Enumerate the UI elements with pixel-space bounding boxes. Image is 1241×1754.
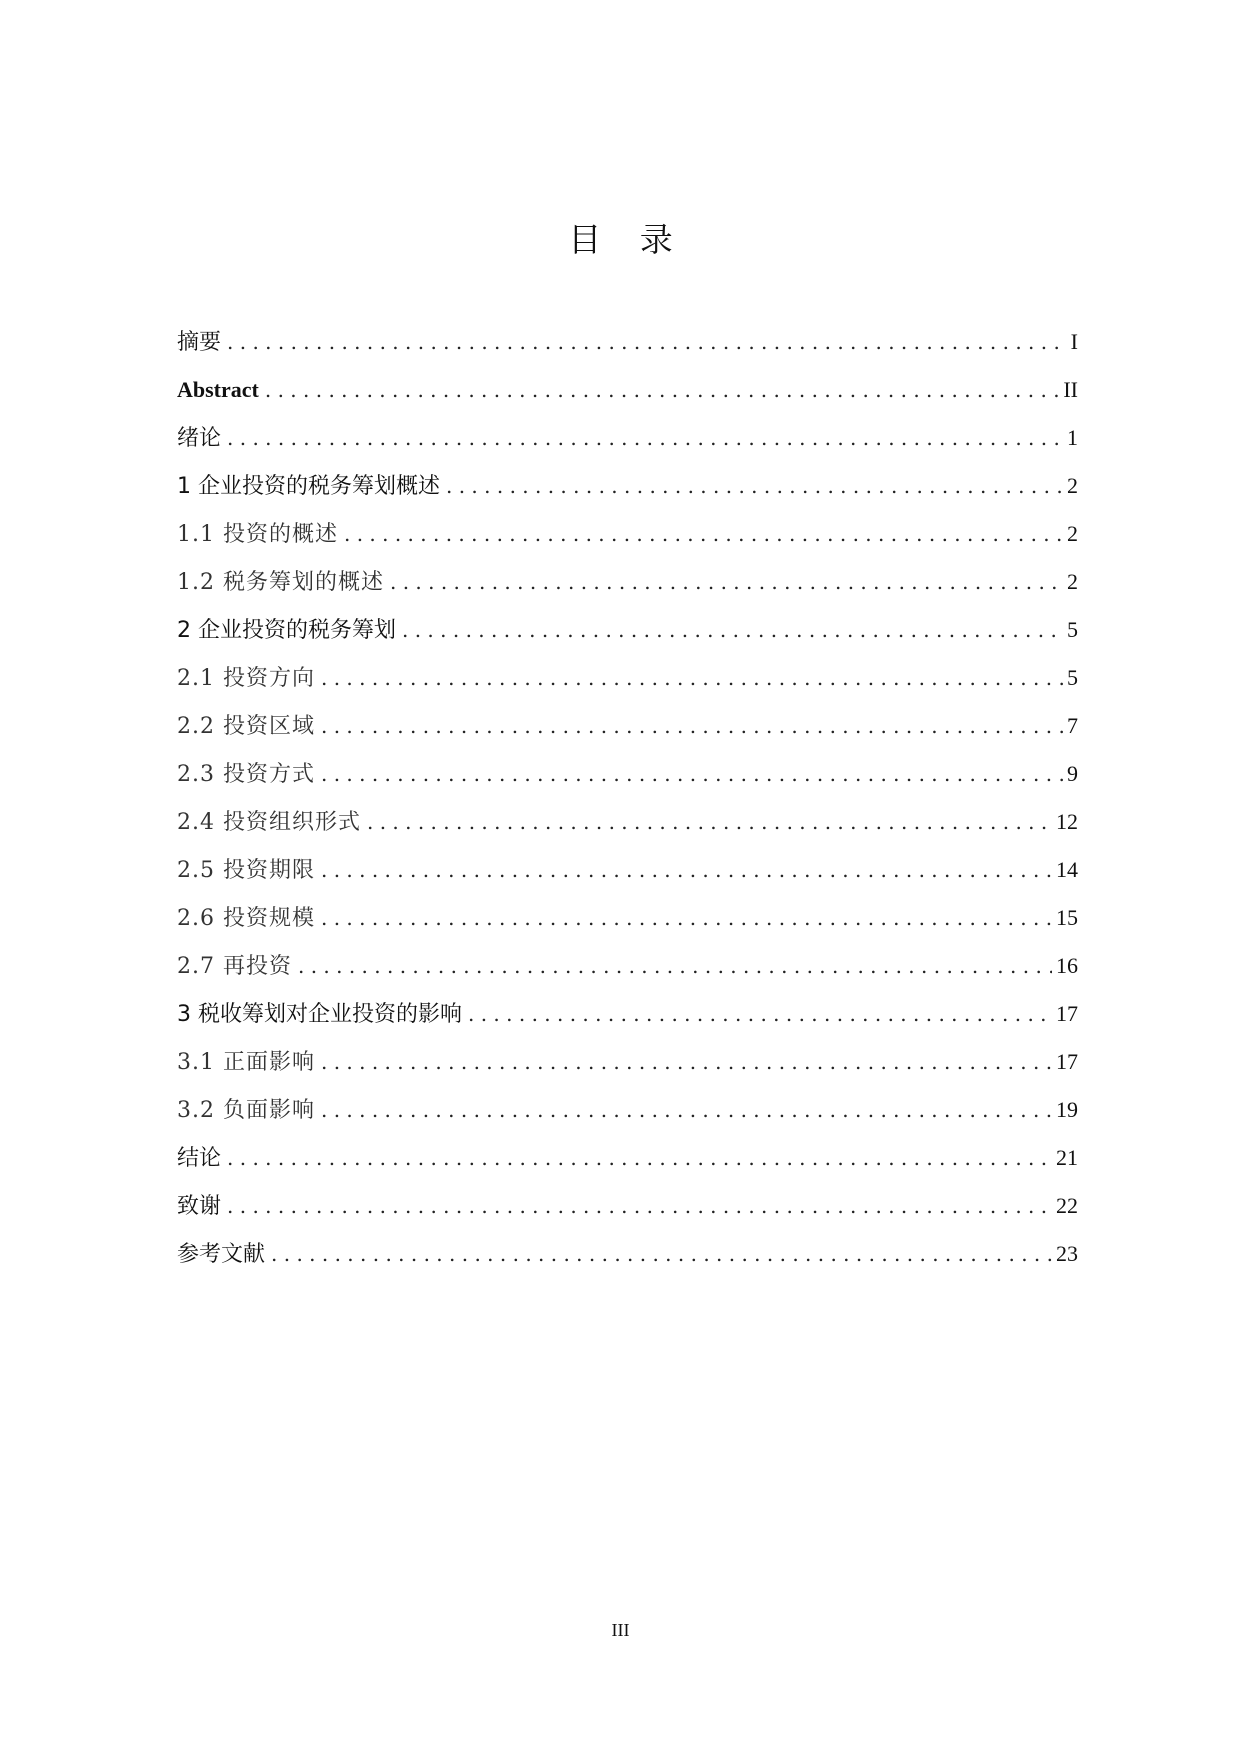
toc-entry-label: Abstract bbox=[177, 377, 259, 402]
toc-entry-introduction[interactable] bbox=[177, 414, 1078, 462]
toc-leader-dots bbox=[344, 510, 1063, 558]
toc-leader-dots bbox=[321, 846, 1052, 894]
toc-entry-page: 14 bbox=[1056, 857, 1078, 882]
toc-entry-label: 3.1 正面影响 bbox=[177, 1050, 315, 1075]
table-of-contents bbox=[177, 318, 1078, 1278]
toc-entry-page: 2 bbox=[1067, 473, 1078, 498]
toc-entry-page: 21 bbox=[1056, 1145, 1078, 1170]
toc-leader-dots bbox=[227, 318, 1067, 366]
toc-entry-section-2-1[interactable] bbox=[177, 654, 1078, 702]
toc-entry-page: 19 bbox=[1056, 1097, 1078, 1122]
toc-entry-label: 2.1 投资方向 bbox=[177, 666, 315, 691]
toc-entry-page: 16 bbox=[1056, 953, 1078, 978]
toc-entry-section-3-2[interactable] bbox=[177, 1086, 1078, 1134]
toc-entry-page: 12 bbox=[1056, 809, 1078, 834]
toc-leader-dots bbox=[367, 798, 1052, 846]
toc-entry-section-2-5[interactable] bbox=[177, 846, 1078, 894]
toc-entry-acknowledgements[interactable] bbox=[177, 1182, 1078, 1230]
toc-entry-page: II bbox=[1063, 377, 1078, 402]
toc-entry-label: 2.7 再投资 bbox=[177, 954, 292, 979]
toc-entry-abstract-en[interactable] bbox=[177, 366, 1078, 414]
page-number: III bbox=[611, 1620, 630, 1640]
toc-entry-page: 5 bbox=[1067, 617, 1078, 642]
toc-entry-section-3-1[interactable] bbox=[177, 1038, 1078, 1086]
toc-entry-page: 17 bbox=[1056, 1001, 1078, 1026]
toc-entry-section-2-6[interactable] bbox=[177, 894, 1078, 942]
toc-leader-dots bbox=[446, 462, 1063, 510]
toc-leader-dots bbox=[298, 942, 1052, 990]
toc-entry-chapter-1[interactable] bbox=[177, 462, 1078, 510]
toc-leader-dots bbox=[321, 1038, 1052, 1086]
toc-entry-label: 2 企业投资的税务筹划 bbox=[177, 618, 396, 643]
toc-leader-dots bbox=[227, 1134, 1052, 1182]
toc-leader-dots bbox=[321, 654, 1063, 702]
toc-entry-references[interactable] bbox=[177, 1230, 1078, 1278]
toc-entry-page: 5 bbox=[1067, 665, 1078, 690]
toc-entry-page: 22 bbox=[1056, 1193, 1078, 1218]
toc-entry-label: 1 企业投资的税务筹划概述 bbox=[177, 474, 440, 499]
toc-leader-dots bbox=[227, 1182, 1052, 1230]
toc-leader-dots bbox=[321, 702, 1063, 750]
toc-entry-label: 1.2 税务筹划的概述 bbox=[177, 570, 384, 595]
toc-entry-label: 参考文献 bbox=[177, 1242, 266, 1267]
toc-entry-section-2-4[interactable] bbox=[177, 798, 1078, 846]
toc-entry-section-2-3[interactable] bbox=[177, 750, 1078, 798]
toc-entry-label: 2.5 投资期限 bbox=[177, 858, 315, 883]
toc-leader-dots bbox=[321, 750, 1063, 798]
toc-entry-section-2-7[interactable] bbox=[177, 942, 1078, 990]
toc-entry-label: 2.6 投资规模 bbox=[177, 906, 315, 931]
toc-entry-label: 结论 bbox=[177, 1146, 222, 1171]
toc-entry-page: 1 bbox=[1067, 425, 1078, 450]
toc-leader-dots bbox=[468, 990, 1052, 1038]
toc-entry-chapter-2[interactable] bbox=[177, 606, 1078, 654]
toc-entry-section-1-2[interactable] bbox=[177, 558, 1078, 606]
toc-entry-abstract-cn[interactable] bbox=[177, 318, 1078, 366]
toc-entry-section-2-2[interactable] bbox=[177, 702, 1078, 750]
toc-entry-label: 摘要 bbox=[177, 330, 222, 355]
toc-entry-page: 2 bbox=[1067, 569, 1078, 594]
toc-leader-dots bbox=[271, 1230, 1052, 1278]
toc-entry-page: 23 bbox=[1056, 1241, 1078, 1266]
toc-entry-label: 3 税收筹划对企业投资的影响 bbox=[177, 1002, 462, 1027]
toc-entry-page: 17 bbox=[1056, 1049, 1078, 1074]
toc-entry-label: 3.2 负面影响 bbox=[177, 1098, 315, 1123]
toc-entry-label: 绪论 bbox=[177, 426, 222, 451]
toc-entry-page: 15 bbox=[1056, 905, 1078, 930]
page-title: 目 录 bbox=[568, 220, 687, 259]
toc-entry-page: I bbox=[1070, 329, 1078, 354]
toc-entry-page: 7 bbox=[1067, 713, 1078, 738]
toc-entry-chapter-3[interactable] bbox=[177, 990, 1078, 1038]
toc-entry-label: 2.4 投资组织形式 bbox=[177, 810, 361, 835]
toc-entry-page: 9 bbox=[1067, 761, 1078, 786]
toc-leader-dots bbox=[402, 606, 1063, 654]
toc-entry-section-1-1[interactable] bbox=[177, 510, 1078, 558]
toc-leader-dots bbox=[321, 1086, 1052, 1134]
toc-leader-dots bbox=[265, 366, 1059, 414]
toc-leader-dots bbox=[390, 558, 1063, 606]
toc-entry-label: 2.3 投资方式 bbox=[177, 762, 315, 787]
toc-entry-label: 1.1 投资的概述 bbox=[177, 522, 338, 547]
toc-leader-dots bbox=[227, 414, 1063, 462]
toc-entry-conclusion[interactable] bbox=[177, 1134, 1078, 1182]
toc-entry-page: 2 bbox=[1067, 521, 1078, 546]
toc-leader-dots bbox=[321, 894, 1052, 942]
toc-entry-label: 致谢 bbox=[177, 1194, 222, 1219]
toc-entry-label: 2.2 投资区域 bbox=[177, 714, 315, 739]
